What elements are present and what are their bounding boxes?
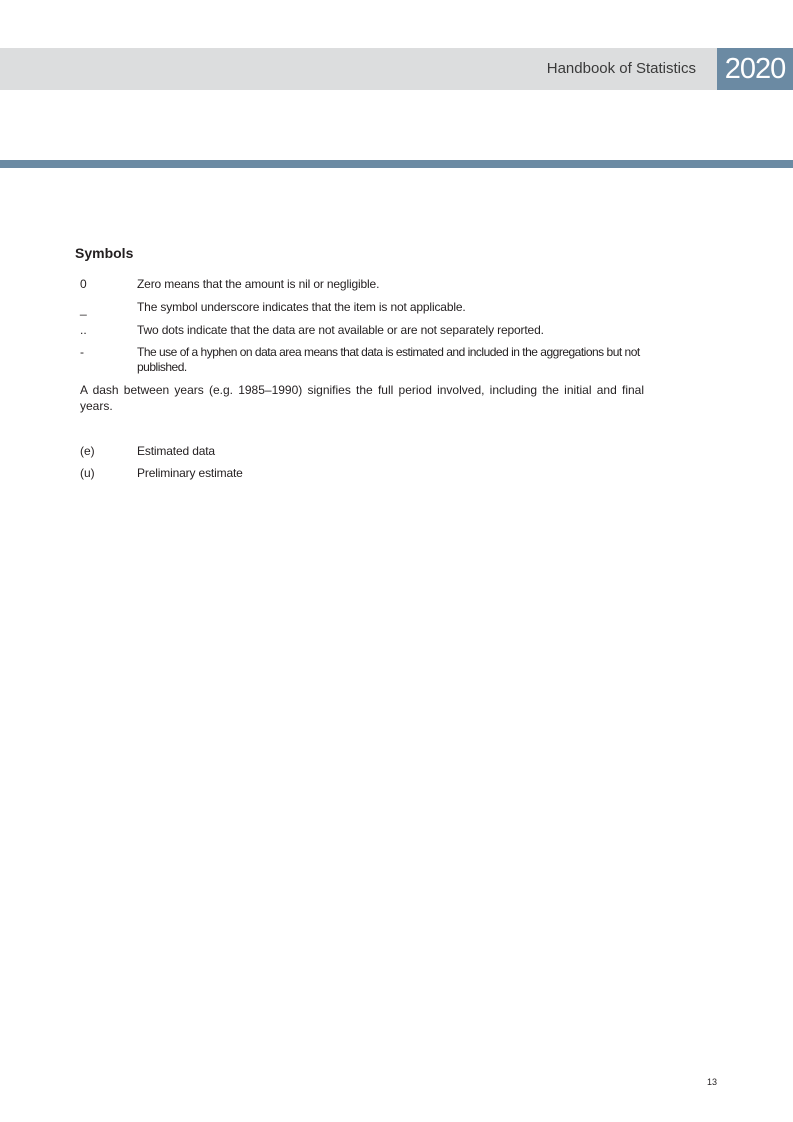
- flag-description: Estimated data: [137, 444, 215, 458]
- symbol-glyph: _: [80, 302, 87, 316]
- year-badge: 2020: [717, 48, 793, 90]
- divider-bar: [0, 160, 793, 168]
- symbol-row-underscore: [80, 300, 645, 315]
- symbol-row-hyphen: [80, 345, 645, 375]
- year-range-note: A dash between years (e.g. 1985–1990) signifies the full period involved, including the initial and final years.: [80, 383, 644, 413]
- flag-row-preliminary: [80, 466, 645, 481]
- symbol-row-two-dots: [80, 323, 645, 338]
- symbol-description: Zero means that the amount is nil or negligible.: [137, 277, 380, 291]
- page-number: 13: [707, 1077, 718, 1087]
- symbol-description: The use of a hyphen on data area means that data is estimated and included in the aggregations but not published.: [137, 345, 640, 374]
- symbol-glyph: -: [80, 345, 84, 359]
- section-title: Symbols: [75, 245, 134, 261]
- symbol-description: The symbol underscore indicates that the item is not applicable.: [137, 300, 466, 314]
- symbol-glyph: 0: [80, 277, 87, 291]
- flag-glyph: (e): [80, 444, 95, 458]
- flag-glyph: (u): [80, 466, 95, 480]
- flag-description: Preliminary estimate: [137, 466, 243, 480]
- symbol-row-zero: [80, 277, 645, 292]
- header-title: Handbook of Statistics: [546, 60, 696, 77]
- symbol-description: Two dots indicate that the data are not available or are not separately reported.: [137, 323, 544, 337]
- flag-row-estimated: [80, 444, 645, 459]
- symbol-glyph: ..: [80, 323, 87, 337]
